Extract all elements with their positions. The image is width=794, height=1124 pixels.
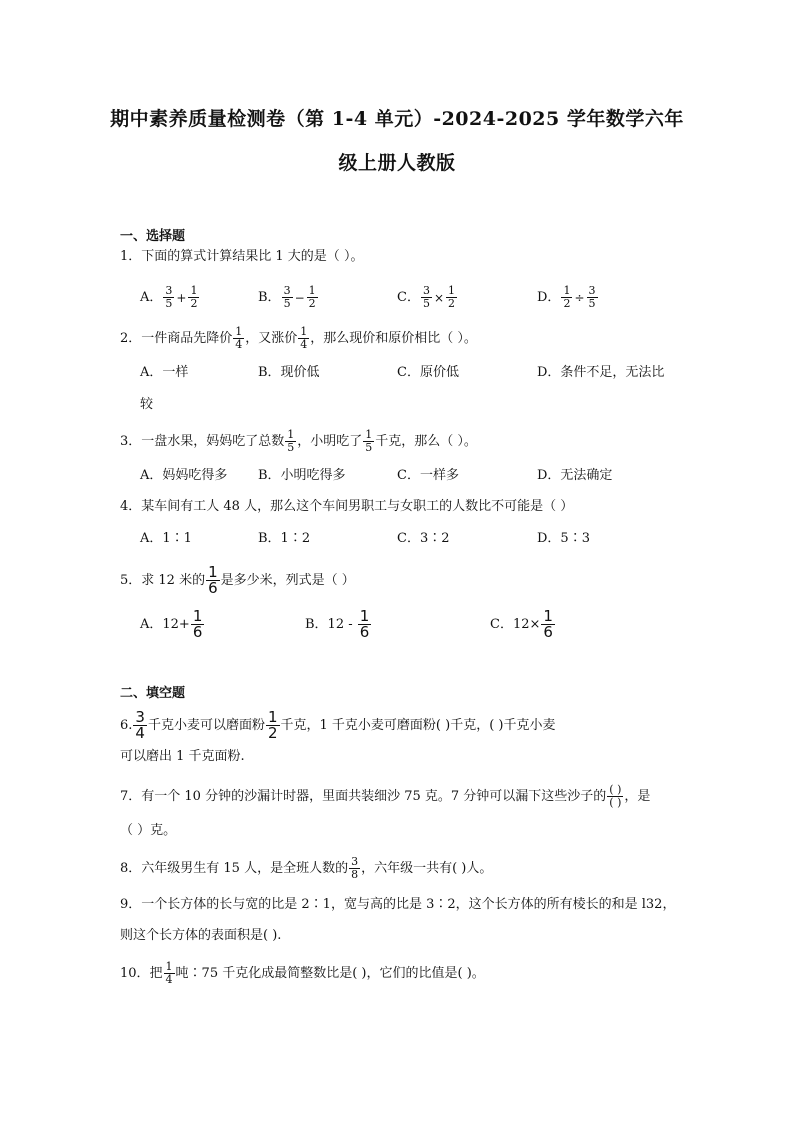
q3-option-d[interactable]: D．无法确定 bbox=[537, 468, 613, 483]
section-heading-fill-blank: 二、填空题 bbox=[120, 686, 186, 701]
fraction: $\frac{1}{6}$ bbox=[543, 607, 553, 641]
fraction: $\frac{3}{5}$ bbox=[588, 284, 596, 310]
q1-option-b[interactable]: B． $\frac{3}{5}$ − $\frac{1}{2}$ bbox=[258, 284, 316, 310]
q1-option-a[interactable]: A． $\frac{3}{5}$ + $\frac{1}{2}$ bbox=[140, 284, 198, 310]
fraction: $\frac{3}{5}$ bbox=[283, 284, 291, 310]
fraction: $\frac{1}{2}$ bbox=[190, 284, 198, 310]
question-4: 4．某车间有工人 48 人，那么这个车间男职工与女职工的人数比不可能是（ ） bbox=[120, 499, 574, 514]
question-6: 6. $\frac{3}{4}$ 千克小麦可以磨面粉 $\frac{1}{2}$ 千克，1 千克小麦可磨面粉( )千克，( )千克小麦 bbox=[120, 708, 556, 742]
fraction: $\frac{3}{8}$ bbox=[351, 855, 359, 881]
question-7: 7．有一个 10 分钟的沙漏计时器，里面共装细沙 75 克。7 分钟可以漏下这些沙子的 $\frac{( )}{( )}$ ，是 bbox=[120, 783, 651, 809]
question-6-line2: 可以磨出 1 千克面粉. bbox=[120, 749, 245, 764]
q1-option-d[interactable]: D． $\frac{1}{2}$ ÷ $\frac{3}{5}$ bbox=[537, 284, 596, 310]
q3-option-c[interactable]: C．一样多 bbox=[397, 468, 459, 483]
q2-option-d[interactable]: D．条件不足，无法比 bbox=[537, 365, 665, 380]
question-3: 3．一盘水果，妈妈吃了总数 $\frac{1}{5}$ ，小明吃了 $\frac{1}{5}$ 千克，那么（ ）。 bbox=[120, 428, 477, 454]
fraction: $\frac{1}{5}$ bbox=[287, 428, 295, 454]
fraction: $\frac{1}{2}$ bbox=[267, 708, 278, 742]
q5-option-c[interactable]: C．12× $\frac{1}{6}$ bbox=[490, 607, 553, 641]
q5-option-a[interactable]: A．12+ $\frac{1}{6}$ bbox=[140, 607, 203, 641]
q1-option-c[interactable]: C． $\frac{3}{5}$ × $\frac{1}{2}$ bbox=[397, 284, 456, 310]
q4-option-d[interactable]: D．5∶3 bbox=[537, 531, 590, 546]
fraction: $\frac{3}{4}$ bbox=[135, 708, 145, 742]
q2-option-d-continued: 较 bbox=[140, 397, 154, 412]
fraction: $\frac{1}{4}$ bbox=[300, 325, 308, 351]
q2-option-a[interactable]: A．一样 bbox=[140, 365, 189, 380]
page-title-line1: 期中素养质量检测卷（第 1-4 单元）-2024-2025 学年数学六年 bbox=[110, 108, 684, 130]
question-1: 1．下面的算式计算结果比 1 大的是（ ）。 bbox=[120, 249, 364, 264]
q2-option-c[interactable]: C．原价低 bbox=[397, 365, 459, 380]
question-10: 10．把 $\frac{1}{4}$ 吨∶75 千克化成最简整数比是( )，它们的比值是( )。 bbox=[120, 960, 485, 986]
fraction: $\frac{3}{5}$ bbox=[165, 284, 173, 310]
fraction: $\frac{1}{6}$ bbox=[192, 607, 203, 641]
fraction: $\frac{1}{6}$ bbox=[359, 607, 370, 641]
section-heading-choice: 一、选择题 bbox=[120, 229, 186, 244]
q3-option-a[interactable]: A．妈妈吃得多 bbox=[140, 468, 228, 483]
fraction: $\frac{1}{6}$ bbox=[208, 563, 218, 597]
q4-option-a[interactable]: A．1∶1 bbox=[140, 531, 192, 546]
fraction: $\frac{1}{2}$ bbox=[448, 284, 456, 310]
fraction: $\frac{1}{4}$ bbox=[165, 960, 173, 986]
q5-option-b[interactable]: B．12 - $\frac{1}{6}$ bbox=[305, 607, 370, 641]
q3-option-b[interactable]: B．小明吃得多 bbox=[258, 468, 346, 483]
fraction: $\frac{1}{2}$ bbox=[563, 284, 571, 310]
question-5: 5．求 12 米的 $\frac{1}{6}$ 是多少米，列式是（ ） bbox=[120, 563, 355, 597]
question-8: 8．六年级男生有 15 人，是全班人数的 $\frac{3}{8}$ ，六年级一共有( )人。 bbox=[120, 855, 493, 881]
fraction: $\frac{1}{2}$ bbox=[308, 284, 316, 310]
q4-option-b[interactable]: B．1∶2 bbox=[258, 531, 311, 546]
q2-option-b[interactable]: B．现价低 bbox=[258, 365, 320, 380]
question-7-line2: （ ）克。 bbox=[120, 823, 177, 838]
fraction: $\frac{3}{5}$ bbox=[422, 284, 430, 310]
fraction: $\frac{1}{5}$ bbox=[365, 428, 373, 454]
q4-option-c[interactable]: C．3∶2 bbox=[397, 531, 450, 546]
question-2: 2．一件商品先降价 $\frac{1}{4}$ ，又涨价 $\frac{1}{4}$ ，那么现价和原价相比（ ）。 bbox=[120, 325, 477, 351]
question-9-line2: 则这个长方体的表面积是( ). bbox=[120, 928, 282, 943]
fraction-blank[interactable]: $\frac{( )}{( )}$ bbox=[609, 783, 622, 809]
fraction: $\frac{1}{4}$ bbox=[235, 325, 243, 351]
question-9: 9．一个长方体的长与宽的比是 2∶1，宽与高的比是 3∶2，这个长方体的所有棱长的和是 l32， bbox=[120, 897, 676, 912]
page-title-line2: 级上册人教版 bbox=[338, 152, 456, 174]
